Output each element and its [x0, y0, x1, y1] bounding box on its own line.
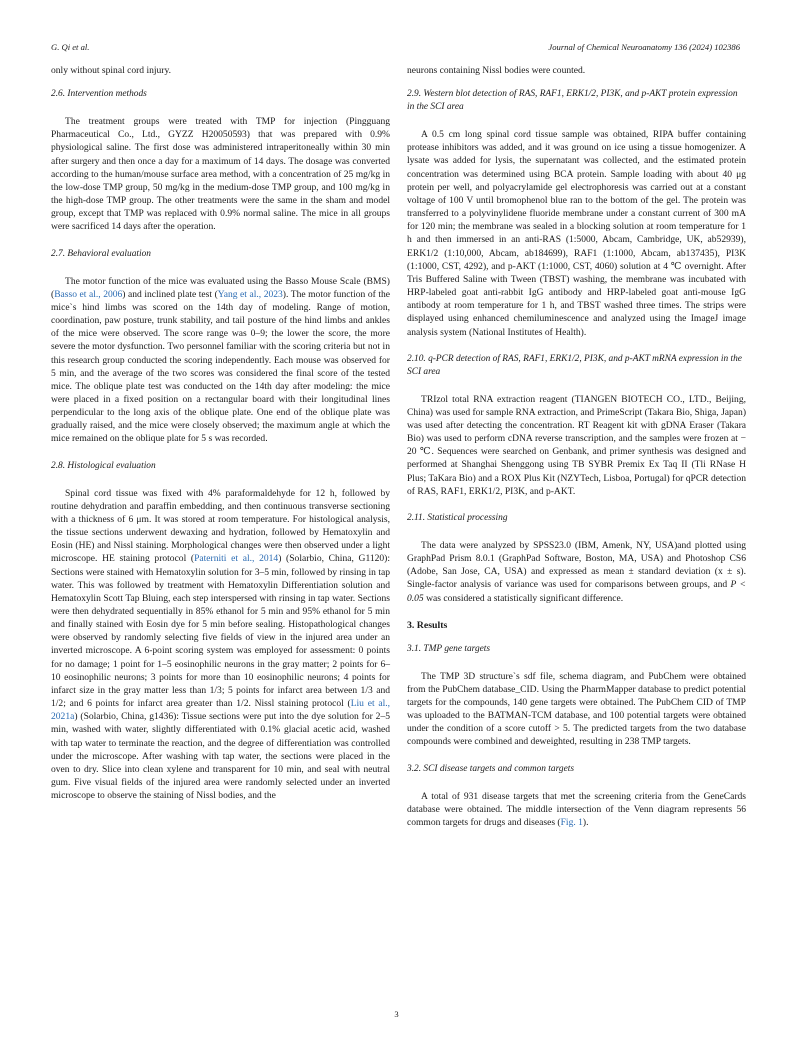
citation-link[interactable]: Liu et al., 2021a [51, 698, 390, 723]
section-heading: 3. Results [407, 619, 448, 631]
section-heading: 2.7. Behavioral evaluation [51, 248, 151, 259]
paragraph [51, 487, 390, 803]
left-column [51, 64, 390, 802]
text-run: was considered a statistically significant difference. [423, 592, 624, 604]
paragraph [407, 790, 746, 829]
text-run: The data were analyzed by SPSS23.0 (IBM, Amenk, NY, USA)and plotted using GraphPad Prism 8.0.1 (GraphPad Software, Boston, MA, USA) and Photoshop CS6 (Adobe, San Jose, CA, USA) and expressed as mean ± standard deviation (x ± s). Single-factor analysis of variance was used for comparisons between groups, and [407, 539, 746, 591]
text-run: ) and inclined plate test ( [122, 288, 218, 300]
section-heading: 2.6. Intervention methods [51, 89, 147, 100]
section-heading: 2.8. Histological evaluation [51, 460, 156, 471]
running-header-authors: G. Qi et al. [51, 42, 90, 52]
paragraph: A 0.5 cm long spinal cord tissue sample was obtained, RIPA buffer containing protease inhibitors was added, and it was ground on ice using a tissue homogenizer. A lysate was added for lysis, the supernatant was collected, and the estimated protein concentration was determined using BCA protein. Sample loading with about 40 μg protein per well, and polyacrylamide gel electrophoresis was carried out at a constant voltage of 100 V until bromophenol blue ran to the bottom of the gel. The protein was transferred to a polyvinylidene fluoride membrane under a constant current of 300 mA for 120 min; the membrane was sealed in a blocking solution at room temperature for 1 h and then immersed in an anti-RAS (1:5000, Abcam, Cambridge, UK, ab52939), ERK1/2 (1:10,000, Abcam, ab184699), RAF1 (1:1000, Abcam, ab137435), PI3K (1:1000, CST, 4292), and p-AKT (1:1000, CST, 4060) solution at 4 ℃ overnight. After Tris Buffered Saline with Tween (TBST) washing, the membrane was incubated with HRP-labeled goat anti-rabbit IgG antibody and HRP-labeled goat anti-mouse IgG antibody at room temperature for 1 h, and TBST washed three times. The strips were displayed using enhanced chemiluminescence and analyzed using the ImageJ image analysis system (National Institutes of Health). [407, 129, 746, 338]
citation-link[interactable]: Basso et al., 2006 [54, 288, 123, 300]
citation-link[interactable]: Yang et al., 2023 [217, 288, 283, 300]
running-header-journal: Journal of Chemical Neuroanatomy 136 (2024) 102386 [548, 42, 740, 52]
text-run: A total of 931 disease targets that met the screening criteria from the GeneCards database were obtained. The middle intersection of the Venn diagram represents 56 common targets for drugs and diseases ( [407, 790, 746, 828]
section-heading: 3.2. SCI disease targets and common targets [407, 763, 575, 774]
page-number: 3 [394, 1009, 399, 1019]
text-run: Spinal cord tissue was fixed with 4% paraformaldehyde for 12 h, followed by routine dehydration and paraffin embedding, and then continuous transverse sectioning with a thickness of 6 μm. It was stored at room temperature. For histological analysis, the tissue sections underwent dewaxing and hydration, followed by Hematoxylin and Eosin (HE) and Nissl staining. Morphological changes were then observed under a light microscope. HE staining protocol ( [51, 487, 390, 565]
text-run: The motor function of the mice was evaluated using the Basso Mouse Scale (BMS) ( [51, 275, 390, 300]
text-run: ) (Solarbio, China, g1436): Tissue sections were put into the dye solution for 2–5 min, washed with water, slightly differentiated with 0.1% glacial acetic acid, washed with tap water to terminate the reaction, and the degree of differentiation was controlled under the microscope. After washing with tap water, the sections were placed in the oven to dry. Slice into clean xylene and transparent for 10 min, and seal with neutral gum. Five visual fields of the injured area were randomly selected under an inverted microscope to observe the staining of Nissl bodies, and the [51, 711, 390, 802]
paragraph: only without spinal cord injury. [51, 65, 172, 76]
section-heading: 3.1. TMP gene targets [407, 643, 491, 654]
paragraph [407, 539, 746, 605]
figure-link[interactable]: Fig. 1 [560, 816, 583, 828]
citation-link[interactable]: Paterniti et al., 2014 [194, 553, 279, 565]
paragraph: TRIzol total RNA extraction reagent (TIANGEN BIOTECH CO., LTD., Beijing, China) was used for sample RNA extraction, and PrimeScript (Takara Bio, Shiga, Japan) was used after detecting the concentration. RT Reagent kit with gDNA Eraser (Takara Bio) was used to perform cDNA reverse transcription, and the samples were frozen at − 20 ℃. Sequences were searched on Genbank, and primer synthesis was designed and performed at Shanghai Shenggong using TB SYBR Premix Ex Taq II (Tli RNase H Plus; TaKara Bio) and a ROX Plus Kit (NZYTech, Lisboa, Portugal) for qPCR detection of RAS, RAF1, ERK1/2, PI3K, and p-AKT. [407, 393, 746, 497]
paragraph: The TMP 3D structure`s sdf file, schema diagram, and PubChem were obtained from the PubChem database_CID. Using the PharmMapper database to predict potential targets for the compounds, 140 gene targets were obtained. The PubChem CID of TMP was uploaded to the BATMAN-TCM database, and 100 potential targets were obtained under the condition of a score cutoff > 5. The predicted targets from the two database compounds were combined and deweighted, resulting in 238 TMP targets. [407, 670, 746, 748]
section-heading: 2.11. Statistical processing [407, 512, 508, 523]
text-run: ) (Solarbio, China, G1120): Sections were stained with Hematoxylin solution for 3–5 min, followed by rinsing in tap water. This was followed by treatment with Hematoxylin Differentiation solution and Hematoxylin Scott Tap Bluing, each step interspersed with rinsing in tap water. Sections were then dehydrated sequentially in 85% ethanol for 5 min and 95% ethanol for 5 min and finally stained with Eosin dye for 5 min before sealing. Histopathological changes were observed by randomly selecting five fields of view in the injured area under an inverted microscope. A 6-point scoring system was employed for assessment: 0 points for no damage; 1 point for 1–5 eosinophilic neurons in the gray matter; 2 points for 6–10 eosinophilic neurons; 3 points for more than 10 eosinophilic neurons; 4 points for infarct size in the gray matter less than 1/3; 5 points for infarct area between 1/3 and 1/2; and 6 points for infarct area greater than 1/2. Nissl staining protocol ( [51, 553, 391, 710]
significance-threshold: P < 0.05 [407, 579, 746, 604]
section-heading: 2.9. Western blot detection of RAS, RAF1, ERK1/2, PI3K, and p-AKT protein expression in the SCI area [407, 89, 738, 113]
paragraph: neurons containing Nissl bodies were counted. [407, 65, 586, 76]
paragraph: The treatment groups were treated with TMP for injection (Pingguang Pharmaceutical Co., Ltd., GYZZ H20050593) that was prepared with 0.9% physiological saline. The first dose was administered intraperitoneally within 30 min after surgery and then once a day for a maximum of 14 days. The dosage was converted according to the human/mouse surface area method, with a concentration of 25 mg/kg in the low-dose TMP group, 50 mg/kg in the medium-dose TMP group, and 100 mg/kg in the high-dose TMP group. The other treatments were the same in the sham and model group, except that TMP was replaced with 0.9% normal saline. The mice in all groups were sacrificed 14 days after the operation. [51, 116, 390, 233]
right-column [407, 64, 746, 829]
section-heading: 2.10. q-PCR detection of RAS, RAF1, ERK1/2, PI3K, and p-AKT mRNA expression in the SCI area [407, 353, 742, 377]
text-run: ). The motor function of the mice`s hind limbs was scored on the 14th day of modeling. Range of motion, coordination, paw posture, trunk stability, and tail posture of the hind limbs and ankles of the mice were observed. The score range was 0–9; the lower the score, the more severe the motor dysfunction. Two personnel familiar with the scoring criteria but not in this research group conducted the scoring independently. Each mouse was observed for 5 min, and the average of the two scores was considered the final score of the tested mice. The oblique plate test was conducted on the 14th day after modeling: the mice were placed in a fixed position on a rectangular board with their longitudinal lines perpendicular to the long axis of the oblique plate. One end of the oblique plate was gradually raised, and the mice were closely observed; the maximum angle at which the mice remained on the oblique plate for 5 s was recorded. [51, 288, 391, 445]
paragraph [51, 275, 390, 446]
text-run: ). [582, 816, 589, 828]
